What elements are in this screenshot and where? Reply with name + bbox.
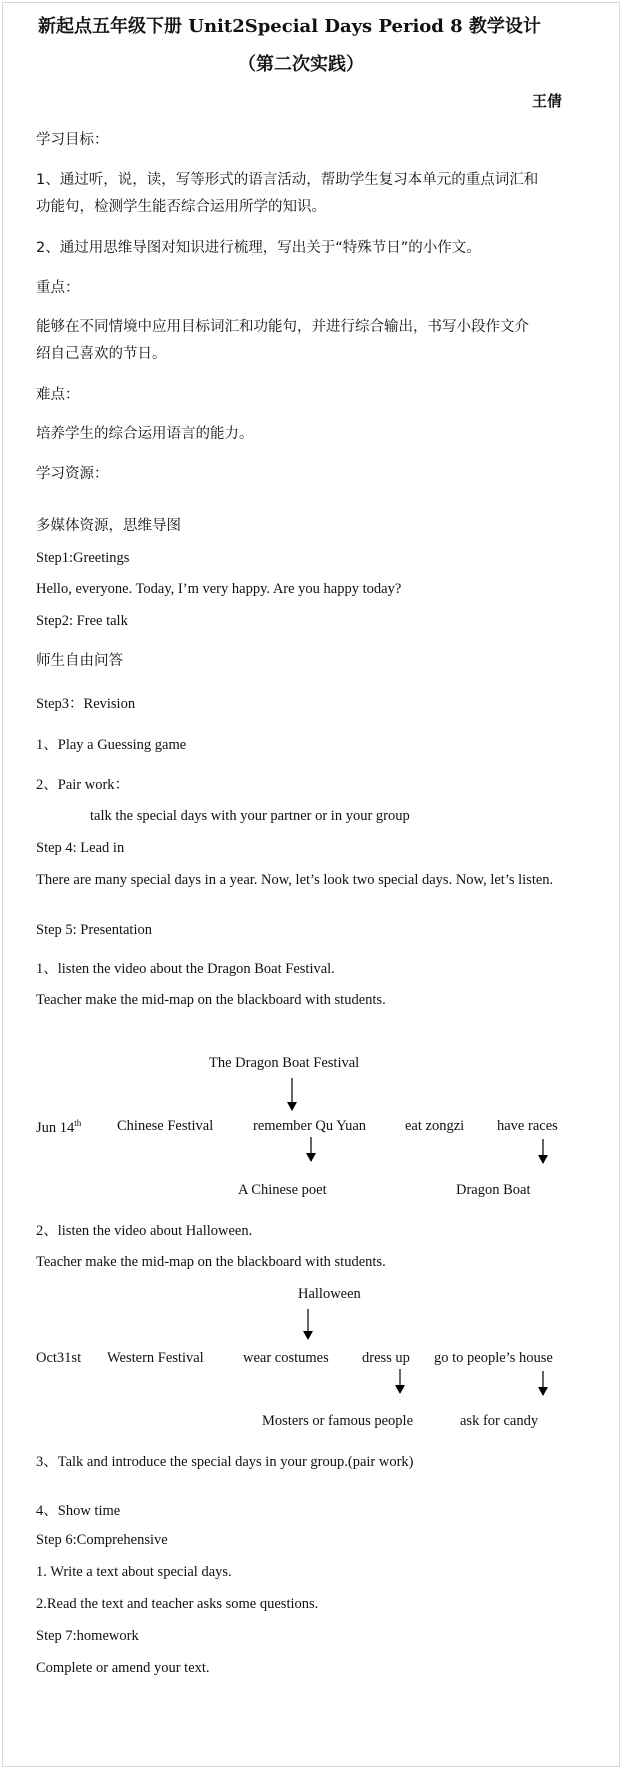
arrow-down-icon [286, 1078, 298, 1112]
step5-item-2-sub: Teacher make the mid-map on the blackboard with students. [36, 1254, 386, 1270]
objective-1-line-1: 1、通过听，说，读，写等形式的语言活动，帮助学生复习本单元的重点词汇和 [36, 172, 539, 188]
document-title: 新起点五年级下册 Unit2Special Days Period 8 教学设计 [38, 16, 541, 37]
halloween-map-mosters: Mosters or famous people [262, 1413, 414, 1429]
step1-text: Hello, everyone. Today, I’m very happy. Are you happy today? [36, 581, 402, 597]
halloween-map-date: Oct31st [36, 1350, 82, 1366]
key-points-heading: 重点： [36, 280, 80, 296]
dragon-map-races: have races [497, 1118, 558, 1134]
halloween-map-wear: wear costumes [243, 1350, 329, 1366]
step5-item-1: 1、listen the video about the Dragon Boat Festival. [36, 961, 335, 977]
step3-item-2-sub: talk the special days with your partner or in your group [90, 808, 410, 824]
step3-title: Step3：Revision [36, 696, 136, 712]
key-points-line-2: 绍自己喜欢的节日。 [36, 346, 167, 362]
resources-heading: 学习资源： [36, 466, 109, 482]
step4-title: Step 4: Lead in [36, 840, 125, 856]
halloween-map-go: go to people’s house [434, 1350, 553, 1366]
halloween-map-type: Western Festival [107, 1350, 204, 1366]
objective-1-line-2: 功能句，检测学生能否综合运用所学的知识。 [36, 199, 326, 215]
step5-item-3: 3、Talk and introduce the special days in your group.(pair work) [36, 1454, 414, 1470]
step5-item-4: 4、Show time [36, 1503, 121, 1519]
step5-item-1-sub: Teacher make the mid-map on the blackboard with students. [36, 992, 386, 1008]
step4-text: There are many special days in a year. Now, let’s look two special days. Now, let’s listen. [36, 872, 554, 888]
halloween-map-center: Halloween [298, 1286, 361, 1302]
step1-title: Step1:Greetings [36, 550, 130, 566]
difficulties-heading: 难点： [36, 387, 80, 403]
halloween-map-candy: ask for candy [460, 1413, 539, 1429]
step5-item-2: 2、listen the video about Halloween. [36, 1223, 253, 1239]
step7-text: Complete or amend your text. [36, 1660, 210, 1676]
step6-item-1: 1. Write a text about special days. [36, 1564, 232, 1580]
document-subtitle: （第二次实践） [238, 54, 364, 75]
resources-text: 多媒体资源，思维导图 [36, 518, 181, 534]
step2-text: 师生自由问答 [36, 653, 123, 669]
key-points-line-1: 能够在不同情境中应用目标词汇和功能句，并进行综合输出，书写小段作文介 [36, 319, 529, 335]
arrow-down-icon [537, 1139, 549, 1165]
objectives-heading: 学习目标： [36, 132, 109, 148]
step2-title: Step2: Free talk [36, 613, 128, 629]
step6-title: Step 6:Comprehensive [36, 1532, 168, 1548]
dragon-map-remember: remember Qu Yuan [253, 1118, 367, 1134]
arrow-down-icon [394, 1369, 406, 1395]
halloween-map-dress: dress up [362, 1350, 410, 1366]
objective-2: 2、通过用思维导图对知识进行梳理，写出关于“特殊节日”的小作文。 [36, 240, 481, 256]
step3-item-2: 2、Pair work： [36, 777, 130, 793]
arrow-down-icon [302, 1309, 314, 1341]
dragon-map-date: Jun 14th [36, 1118, 82, 1136]
arrow-down-icon [537, 1371, 549, 1397]
step6-item-2: 2.Read the text and teacher asks some questions. [36, 1596, 319, 1612]
step3-item-1: 1、Play a Guessing game [36, 737, 187, 753]
dragon-map-poet: A Chinese poet [238, 1182, 327, 1198]
dragon-map-eat: eat zongzi [405, 1118, 465, 1134]
dragon-map-boat: Dragon Boat [456, 1182, 531, 1198]
step7-title: Step 7:homework [36, 1628, 139, 1644]
dragon-map-type: Chinese Festival [117, 1118, 214, 1134]
step5-title: Step 5: Presentation [36, 922, 152, 938]
difficulties-text: 培养学生的综合运用语言的能力。 [36, 426, 254, 442]
arrow-down-icon [305, 1137, 317, 1163]
dragon-map-center: The Dragon Boat Festival [209, 1055, 360, 1071]
author-name: 王倩 [532, 92, 563, 110]
